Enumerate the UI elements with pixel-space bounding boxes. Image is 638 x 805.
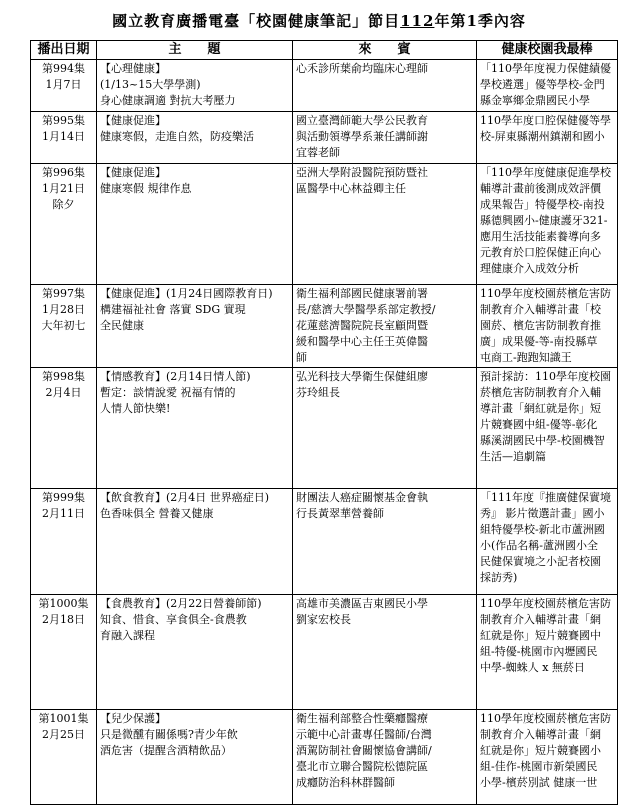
school-cell-line: 學校遴選」優等學校-金門 [480,78,605,91]
school-cell-line: 小學-檳菸別試 健康一世 [480,776,598,789]
guest-cell-line: 酒駕防制社會關懷協會講師/ [296,744,432,757]
guest-cell-line: 緩和醫學中心主任王英偉醫 [296,335,428,348]
school-cell-line: 理健康介入成效分析 [480,262,579,275]
guest-cell-line: 亞洲大學附設醫院預防暨社 [296,166,428,179]
date-cell-line: 大年初七 [41,319,86,332]
school-cell-line: 110學年度校園菸檳危害防 [480,287,611,300]
guest-cell-line: 國立臺灣師範大學公民教育 [296,114,428,127]
school-cell-line: 制教育介入輔導計畫「網 [480,613,601,626]
guest-cell-line: 行長黃翠華營養師 [296,507,384,520]
topic-cell-line: 暫定：談情說愛 祝福有情的 [100,386,236,399]
date-cell-line: 第995集 [42,114,85,127]
school-cell [477,489,618,595]
header-row [31,41,618,60]
schedule-table [30,40,618,805]
topic-cell-line: 人情人節快樂! [100,402,171,415]
table-row [31,164,618,285]
school-cell-line: 校-屏東縣潮州鎮潮和國小 [480,130,605,143]
topic-cell [97,489,293,595]
date-cell-line: 第994集 [42,62,85,75]
date-cell-line: 1月21日 [42,182,85,195]
guest-cell-line: 財團法人癌症關懷基金會執 [296,491,428,504]
guest-cell [293,164,477,285]
topic-cell-line: 只是微醺有關係嗎?青少年飲 [100,728,238,741]
school-cell-line: 縣德興國小-健康護牙321- [480,214,608,227]
topic-cell-line: 【健康促進】(1月24日國際教育日) [100,287,273,300]
topic-cell-line: 【健康促進】 [100,114,166,127]
date-cell [31,164,97,285]
guest-cell-line: 衛生福利部整合性藥癮醫療 [296,712,428,725]
topic-cell-line: 【情感教育】(2月14日情人節) [100,370,251,383]
school-cell-line: 「110學年度視力保健績優 [480,62,611,75]
topic-cell-line: 【健康促進】 [100,166,166,179]
date-cell-line: 2月25日 [42,728,85,741]
topic-cell-line: 色香味俱全 營養又健康 [100,507,214,520]
school-cell-line: 110學年度口腔保健優等學 [480,114,611,127]
guest-cell [293,285,477,368]
guest-cell [293,595,477,710]
title-prefix: 國立教育廣播電臺「校園健康筆記」節目 [112,12,401,30]
date-cell-line: 2月4日 [45,386,82,399]
date-cell-line: 2月18日 [42,613,85,626]
topic-cell-line: 全民健康 [100,319,144,332]
date-cell-line: 第996集 [42,166,85,179]
topic-cell-line: 健康寒假 規律作息 [100,182,192,195]
date-cell [31,710,97,805]
date-cell-line: 第998集 [42,370,85,383]
topic-cell-line: 身心健康調適 對抗大考壓力 [100,94,236,107]
school-cell-line: 導計畫「網紅就是你」短 [480,402,601,415]
guest-cell-line: 心禾診所葉俞均臨床心理師 [296,62,428,75]
guest-cell [293,112,477,164]
school-cell-line: 元教育於口腔保健正向心 [480,246,601,259]
topic-cell [97,112,293,164]
school-cell-line: 採訪秀) [480,571,518,584]
school-cell-line: 民健保實境之小記者校園 [480,555,601,568]
topic-cell [97,595,293,710]
guest-cell [293,368,477,489]
guest-cell-line: 成癮防治科林群醫師 [296,776,395,789]
guest-cell-line: 師 [296,351,307,364]
topic-cell-line: 【飲食教育】(2月4日 世界癌症日) [100,491,270,504]
table-row [31,368,618,489]
date-cell-line: 2月11日 [42,507,85,520]
date-cell-line: 第997集 [42,287,85,300]
school-cell-line: 「111年度『推廣健保實境 [480,491,611,504]
date-cell-line: 第1001集 [38,712,89,725]
school-cell-line: 縣金寧鄉金鼎國民小學 [480,94,590,107]
header-guest: 來 賓 [293,41,477,60]
header-topic: 主 題 [97,41,293,60]
topic-cell-line: (1/13~15大學學測) [100,78,201,91]
guest-cell-line: 宜蓉老師 [296,146,340,159]
guest-cell-line: 高雄市美濃區吉東國民小學 [296,597,428,610]
date-cell [31,60,97,112]
school-cell-line: 菸檳危害防制教育介入輔 [480,386,601,399]
school-cell [477,595,618,710]
topic-cell-line: 【食農教育】(2月22日營養師節) [100,597,262,610]
school-cell-line: 輔導計畫前後測成效評價 [480,182,601,195]
topic-cell [97,164,293,285]
topic-cell-line: 健康寒假，走進自然，防疫樂活 [100,130,254,143]
school-cell-line: 生活—追劇篇 [480,450,546,463]
date-cell-line: 第999集 [42,491,85,504]
topic-cell [97,285,293,368]
school-cell-line: 組-佳作-桃園市新榮國民 [480,760,598,773]
topic-cell-line: 酒危害（提醒含酒精飲品） [100,744,232,757]
school-cell [477,285,618,368]
school-cell-line: 組-特優-桃園市內壢國民 [480,645,598,658]
school-cell-line: 「110學年度健康促進學校 [480,166,611,179]
school-cell-line: 廣」成果優-等-南投縣草 [480,335,598,348]
guest-cell-line: 長/慈濟大學醫學系部定教授/ [296,303,436,316]
topic-cell [97,368,293,489]
school-cell [477,164,618,285]
school-cell-line: 組特優學校-新北市蘆洲國 [480,523,605,536]
topic-cell-line: 【兒少保護】 [100,712,166,725]
topic-cell-line: 知食、惜食、享食俱全-食農教 [100,613,247,626]
guest-cell-line: 與活動領導學系兼任講師謝 [296,130,428,143]
school-cell-line: 制教育介入輔導計畫「網 [480,728,601,741]
date-cell-line: 第1000集 [38,597,89,610]
school-cell-line: 制教育介入輔導計畫「校 [480,303,601,316]
date-cell [31,285,97,368]
guest-cell-line: 弘光科技大學衛生保健組廖 [296,370,428,383]
school-cell-line: 中學-蜘蛛人 x 無菸日 [480,661,585,674]
guest-cell-line: 芬玲組長 [296,386,340,399]
school-cell-line: 紅就是你」短片競賽國中 [480,629,601,642]
guest-cell [293,710,477,805]
table-row [31,285,618,368]
guest-cell-line: 區醫學中心林益卿主任 [296,182,406,195]
guest-cell-line: 示範中心計畫專任醫師/台灣 [296,728,432,741]
school-cell-line: 小(作品名稱-蘆洲國小全 [480,539,599,552]
school-cell-line: 紅就是你」短片競賽國小 [480,744,601,757]
topic-cell-line: 育融入課程 [100,629,155,642]
date-cell [31,489,97,595]
guest-cell [293,489,477,595]
school-cell [477,368,618,489]
school-cell-line: 成果報告」特優學校-南投 [480,198,605,211]
guest-cell [293,60,477,112]
date-cell-line: 1月14日 [42,130,85,143]
guest-cell-line: 劉家宏校長 [296,613,351,626]
date-cell-line: 除夕 [52,198,75,211]
school-cell-line: 應用生活技能素養導向多 [480,230,601,243]
date-cell [31,595,97,710]
title-suffix: 年第1季內容 [434,12,526,30]
guest-cell-line: 衛生福利部國民健康署前署 [296,287,428,300]
school-cell-line: 秀』 影片徵選計畫」國小 [480,507,605,520]
header-healthy-campus: 健康校園我最棒 [477,41,618,60]
school-cell [477,60,618,112]
guest-cell-line: 花蓮慈濟醫院院長室顧問暨 [296,319,428,332]
topic-cell [97,60,293,112]
table-row [31,60,618,112]
table-row [31,489,618,595]
school-cell [477,112,618,164]
table-row [31,710,618,805]
date-cell-line: 1月7日 [45,78,82,91]
table-row [31,595,618,710]
date-cell [31,368,97,489]
school-cell-line: 縣溪湖國民中學-校園機智 [480,434,605,447]
topic-cell-line: 構建福祉社會 落實 SDG 實現 [100,303,246,316]
date-cell [31,112,97,164]
school-cell-line: 片競賽國中組-優等-彰化 [480,418,598,431]
topic-cell [97,710,293,805]
topic-cell-line: 【心理健康】 [100,62,166,75]
school-cell-line: 園菸、檳危害防制教育推 [480,319,601,332]
date-cell-line: 1月28日 [42,303,85,316]
school-cell [477,710,618,805]
guest-cell-line: 臺北市立聯合醫院松德院區 [296,760,428,773]
school-cell-line: 屯商工-跑跑知識王 [480,351,572,364]
school-cell-line: 110學年度校園菸檳危害防 [480,712,611,725]
title-year: 112 [400,12,435,30]
school-cell-line: 預計採訪：110學年度校園 [480,370,611,383]
table-row [31,112,618,164]
header-broadcast-date: 播出日期 [31,41,97,60]
page-title [0,10,638,31]
school-cell-line: 110學年度校園菸檳危害防 [480,597,611,610]
